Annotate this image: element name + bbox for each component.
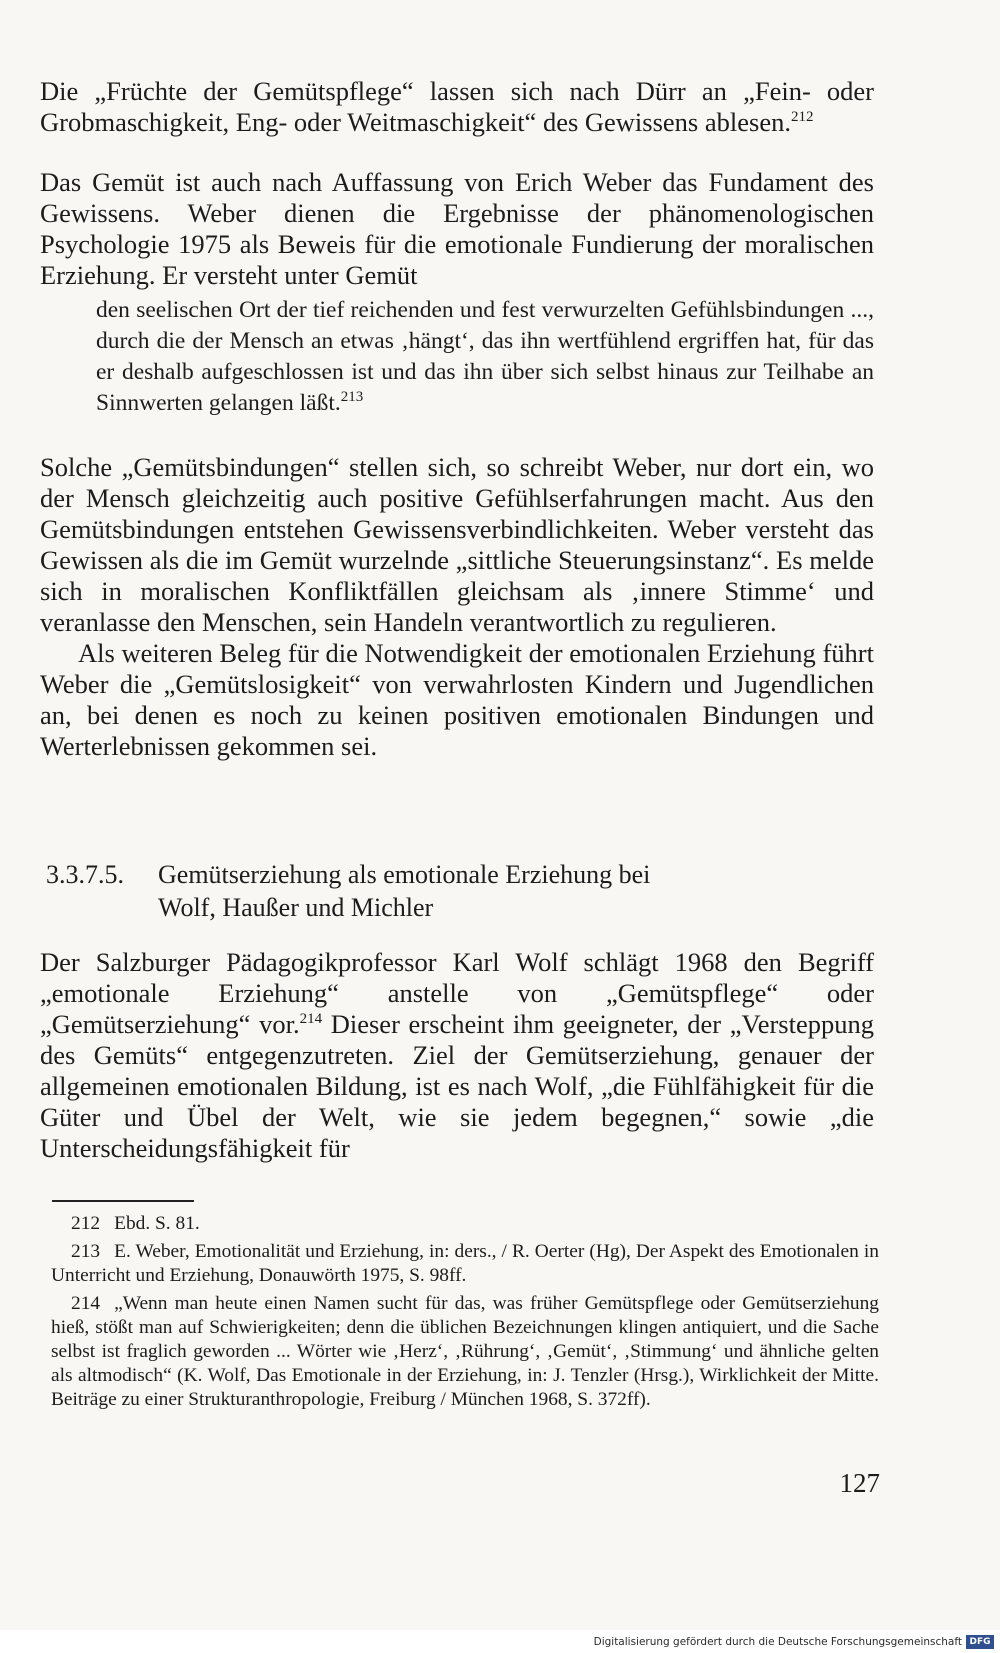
paragraph-1 — [40, 76, 874, 138]
paragraph-5 — [40, 947, 874, 1164]
dfg-logo-icon: DFG — [966, 1635, 994, 1649]
page-number: 127 — [839, 1468, 880, 1498]
footnote-212 — [51, 1212, 879, 1236]
footnote-ref-213[interactable]: 213 — [340, 389, 364, 406]
attribution-text: Digitalisierung gefördert durch die Deutsche Forschungsgemeinschaft — [593, 1636, 962, 1648]
footnote-number: 212 — [71, 1213, 101, 1234]
paragraph-2: Das Gemüt ist auch nach Auffassung von Erich Weber das Fundament des Gewissens. Weber dienen die Ergebnisse der phänomenologischen Psychologie 1975 als Beweis für die emotionale Fundierung der moralischen Erziehung. Er versteht unter Gemüt — [40, 167, 874, 290]
footnote-213 — [51, 1240, 879, 1288]
paragraph-4: Als weiteren Beleg für die Notwendigkeit der emotionalen Erziehung führt Weber die „Gemütslosigkeit“ von verwahrlosten Kindern und Jugendlichen an, bei denen es noch zu keinen positiven emotionalen Bindungen und Werterlebnissen gekommen sei. — [40, 638, 874, 761]
section-heading — [46, 858, 650, 924]
footnote-text: „Wenn man heute einen Namen sucht für das, was früher Gemütspflege oder Gemütserziehung hieß, stößt man auf Schwierigkeiten; denn die üblichen Bezeichnungen klingen antiquiert, und die Sache selbst ist fraglich geworden ... Wörter wie ‚Herz‘, ‚Rührung‘, ‚Gemüt‘, ‚Stimmung‘ und ähnliche gelten als altmodisch“ (K. Wolf, Das Emotionale in der Erziehung, in: J. Tenzler (Hrsg.), Wirklichkeit der Mitte. Beiträge zu einer Strukturanthropologie, Freiburg / München 1968, S. 372ff). — [51, 1293, 879, 1410]
section-number: 3.3.7.5. — [46, 860, 124, 889]
block-quote-text: den seelischen Ort der tief reichenden und fest verwurzelten Gefühlsbindungen ..., durch die der Mensch an etwas ‚hängt‘, das ihn wertfühlend ergriffen hat, für das er deshalb aufgeschlossen ist und das ihn über sich selbst hinaus zur Teilhabe an Sinnwerten gelangen läßt. — [96, 297, 874, 416]
footnote-text: Ebd. S. 81. — [114, 1213, 200, 1234]
footnote-ref-212[interactable]: 212 — [790, 109, 814, 126]
footnotes — [51, 1212, 879, 1416]
section-title-line-1: Gemütserziehung als emotionale Erziehung bei — [158, 860, 651, 889]
attribution-bar — [0, 1630, 1000, 1653]
section-title — [158, 858, 650, 924]
section-title-line-2: Wolf, Haußer und Michler — [158, 893, 434, 922]
footnote-number: 213 — [71, 1241, 101, 1262]
paragraph-5-text-a: Der Salzburger Pädagogikprofessor Karl Wolf schlägt 1968 den Begriff „emotionale Erziehung“ anstelle von „Gemütspflege“ oder „Gemütserziehung“ vor. — [40, 947, 874, 1039]
footnote-ref-214[interactable]: 214 — [299, 1011, 323, 1028]
paragraph-3: Solche „Gemütsbindungen“ stellen sich, so schreibt Weber, nur dort ein, wo der Mensch gleichzeitig auch positive Gefühlserfahrungen macht. Aus den Gemütsbindungen entstehen Gewissensverbindlichkeiten. Weber versteht das Gewissen als die im Gemüt wurzelnde „sittliche Steuerungsinstanz“. Es melde sich in moralischen Konfliktfällen gleichsam als ‚innere Stimme‘ und veranlasse den Menschen, sein Handeln verantwortlich zu regulieren. — [40, 452, 874, 637]
footnote-text: E. Weber, Emotionalität und Erziehung, in: ders., / R. Oerter (Hg), Der Aspekt des Emotionalen in Unterricht und Erziehung, Donauwörth 1975, S. 98ff. — [51, 1241, 879, 1286]
footnote-number: 214 — [71, 1293, 101, 1314]
paragraph-5-text-b: Dieser erscheint ihm geeigneter, der „Versteppung des Gemüts“ entgegenzutreten. Ziel der Gemütserziehung, genauer der allgemeinen emotionalen Bildung, ist es nach Wolf, „die Fühlfähigkeit für die Güter und Übel der Welt, wie sie jedem begegnen,“ sowie „die Unterscheidungsfähigkeit für — [40, 1009, 874, 1163]
footnote-divider — [52, 1200, 194, 1202]
footnote-214 — [51, 1292, 879, 1412]
block-quote — [96, 295, 874, 419]
paragraph-1-text: Die „Früchte der Gemütspflege“ lassen sich nach Dürr an „Fein- oder Grobmaschigkeit, Eng- oder Weitmaschigkeit“ des Gewissens ablesen. — [40, 76, 874, 137]
